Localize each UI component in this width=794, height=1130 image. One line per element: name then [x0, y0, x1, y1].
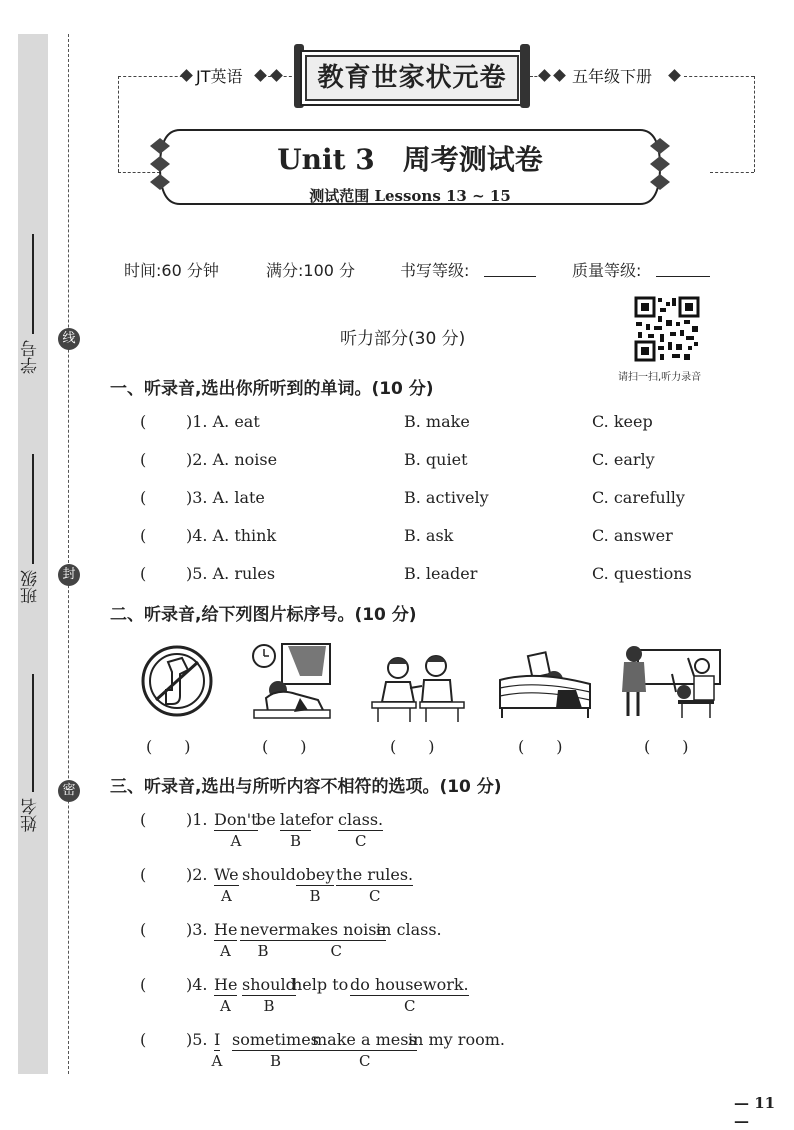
option-a: )5. A. rules [186, 564, 276, 583]
binding-strip [18, 34, 48, 1074]
quality-grade-label: 质量等级: [572, 261, 642, 280]
writing-grade-label: 书写等级: [400, 261, 470, 280]
option-letter: C [330, 942, 342, 960]
sentence-part: sometimes [232, 1030, 319, 1049]
picture-answer-2[interactable]: ( ) [262, 737, 307, 756]
option-letter: B [309, 887, 321, 905]
picture-boy-reading-in-bed [496, 650, 594, 720]
option-a: )4. A. think [186, 526, 277, 545]
option-c: C. questions [592, 564, 692, 583]
option-letter: A [230, 832, 242, 850]
option-c: C. carefully [592, 488, 685, 507]
option-b: B. ask [404, 526, 454, 545]
picture-answer-1[interactable]: ( ) [146, 737, 191, 756]
option-letter: B [257, 942, 269, 960]
option-a: )3. A. late [186, 488, 265, 507]
answer-paren-open[interactable]: ( [140, 1030, 147, 1049]
time-info: 时间:60 分钟 [124, 261, 219, 280]
unit-title: Unit 3 周考测试卷 [277, 143, 543, 176]
quality-grade-blank[interactable] [656, 276, 710, 277]
sentence-part: be [256, 810, 276, 829]
question-number: )5. [186, 1030, 208, 1049]
sentence-part: late [280, 810, 311, 829]
full-score-info: 满分:100 分 [266, 261, 356, 280]
question-number: )2. [186, 865, 208, 884]
picture-answer-4[interactable]: ( ) [518, 737, 563, 756]
seal-secret: 密 [58, 780, 80, 802]
sentence-part: I [214, 1030, 221, 1049]
answer-paren-open[interactable]: ( [140, 975, 147, 994]
option-a: )2. A. noise [186, 450, 278, 469]
option-b: B. leader [404, 564, 478, 583]
option-b: B. make [404, 412, 470, 431]
title-scroll [300, 50, 524, 106]
page-number: — 11 — [734, 1094, 776, 1130]
sentence-part: He [214, 975, 238, 994]
option-letter: A [221, 887, 232, 905]
picture-answer-5[interactable]: ( ) [644, 737, 689, 756]
picture-teacher-and-students [622, 640, 722, 720]
writing-grade-blank[interactable] [484, 276, 536, 277]
section3-title: 三、听录音,选出与所听内容不相符的选项。(10 分) [110, 777, 502, 797]
option-letter: C [404, 997, 416, 1015]
student-id-label: 学号 [21, 340, 41, 374]
student-id-blank[interactable] [32, 234, 34, 334]
option-letter: A [220, 997, 231, 1015]
question-number: )4. [186, 975, 208, 994]
left-tag: JT英语 [196, 67, 243, 86]
answer-paren-open[interactable]: ( [140, 920, 147, 939]
sentence-part: He [214, 920, 238, 939]
sentence-part: for [310, 810, 334, 829]
name-label: 姓名 [21, 798, 41, 832]
picture-boy-sleeping [248, 640, 334, 720]
sentence-part: class. [338, 810, 384, 829]
option-c: C. early [592, 450, 655, 469]
section2-title: 二、听录音,给下列图片标序号。(10 分) [110, 605, 417, 625]
qr-caption: 请扫一扫,听力录音 [618, 372, 702, 383]
qr-code-icon[interactable] [634, 296, 700, 362]
option-a: )1. A. eat [186, 412, 260, 431]
series-title: 教育世家状元卷 [317, 63, 507, 93]
option-letter: A [211, 1052, 223, 1070]
question-number: )1. [186, 810, 208, 829]
scroll-right-roll [520, 44, 530, 108]
answer-paren-open[interactable]: ( [140, 526, 147, 545]
answer-paren-open[interactable]: ( [140, 450, 147, 469]
option-letter: C [355, 832, 367, 850]
option-c: C. answer [592, 526, 673, 545]
answer-paren-open[interactable]: ( [140, 810, 147, 829]
answer-paren-open[interactable]: ( [140, 488, 147, 507]
listening-title: 听力部分(30 分) [340, 329, 466, 349]
sentence-part: the rules. [336, 865, 414, 884]
sentence-part: never [240, 920, 286, 939]
section1-title: 一、听录音,选出你所听到的单词。(10 分) [110, 379, 434, 399]
seal-seal: 封 [58, 564, 80, 586]
sentence-part: do housework. [350, 975, 469, 994]
question-number: )3. [186, 920, 208, 939]
class-blank[interactable] [32, 454, 34, 564]
sentence-part: make a mess [312, 1030, 417, 1049]
picture-answer-3[interactable]: ( ) [390, 737, 435, 756]
option-b: B. quiet [404, 450, 468, 469]
sentence-part: We [214, 865, 239, 884]
sentence-part: in my room. [408, 1030, 505, 1049]
sentence-part: in class. [376, 920, 442, 939]
option-c: C. keep [592, 412, 653, 431]
test-range: 测试范围 Lessons 13 ~ 15 [309, 187, 511, 205]
class-label: 班级 [21, 570, 41, 604]
picture-students-talking [370, 650, 466, 724]
right-tag: 五年级下册 [572, 67, 653, 86]
sentence-part: obey [296, 865, 335, 884]
option-b: B. actively [404, 488, 489, 507]
option-letter: C [369, 887, 381, 905]
sentence-part: should [242, 975, 296, 994]
option-letter: C [359, 1052, 371, 1070]
answer-paren-open[interactable]: ( [140, 412, 147, 431]
binding-dashed-line [68, 34, 69, 1074]
sentence-part: makes noise [286, 920, 386, 939]
sentence-part: Don't [214, 810, 258, 829]
sentence-part: should [242, 865, 296, 884]
option-letter: B [290, 832, 302, 850]
option-letter: A [220, 942, 231, 960]
option-letter: B [263, 997, 275, 1015]
picture-no-touching [140, 644, 214, 718]
answer-paren-open[interactable]: ( [140, 865, 147, 884]
seal-line: 线 [58, 328, 80, 350]
name-blank[interactable] [32, 674, 34, 792]
sentence-part: help to [292, 975, 349, 994]
answer-paren-open[interactable]: ( [140, 564, 147, 583]
option-letter: B [270, 1052, 282, 1070]
